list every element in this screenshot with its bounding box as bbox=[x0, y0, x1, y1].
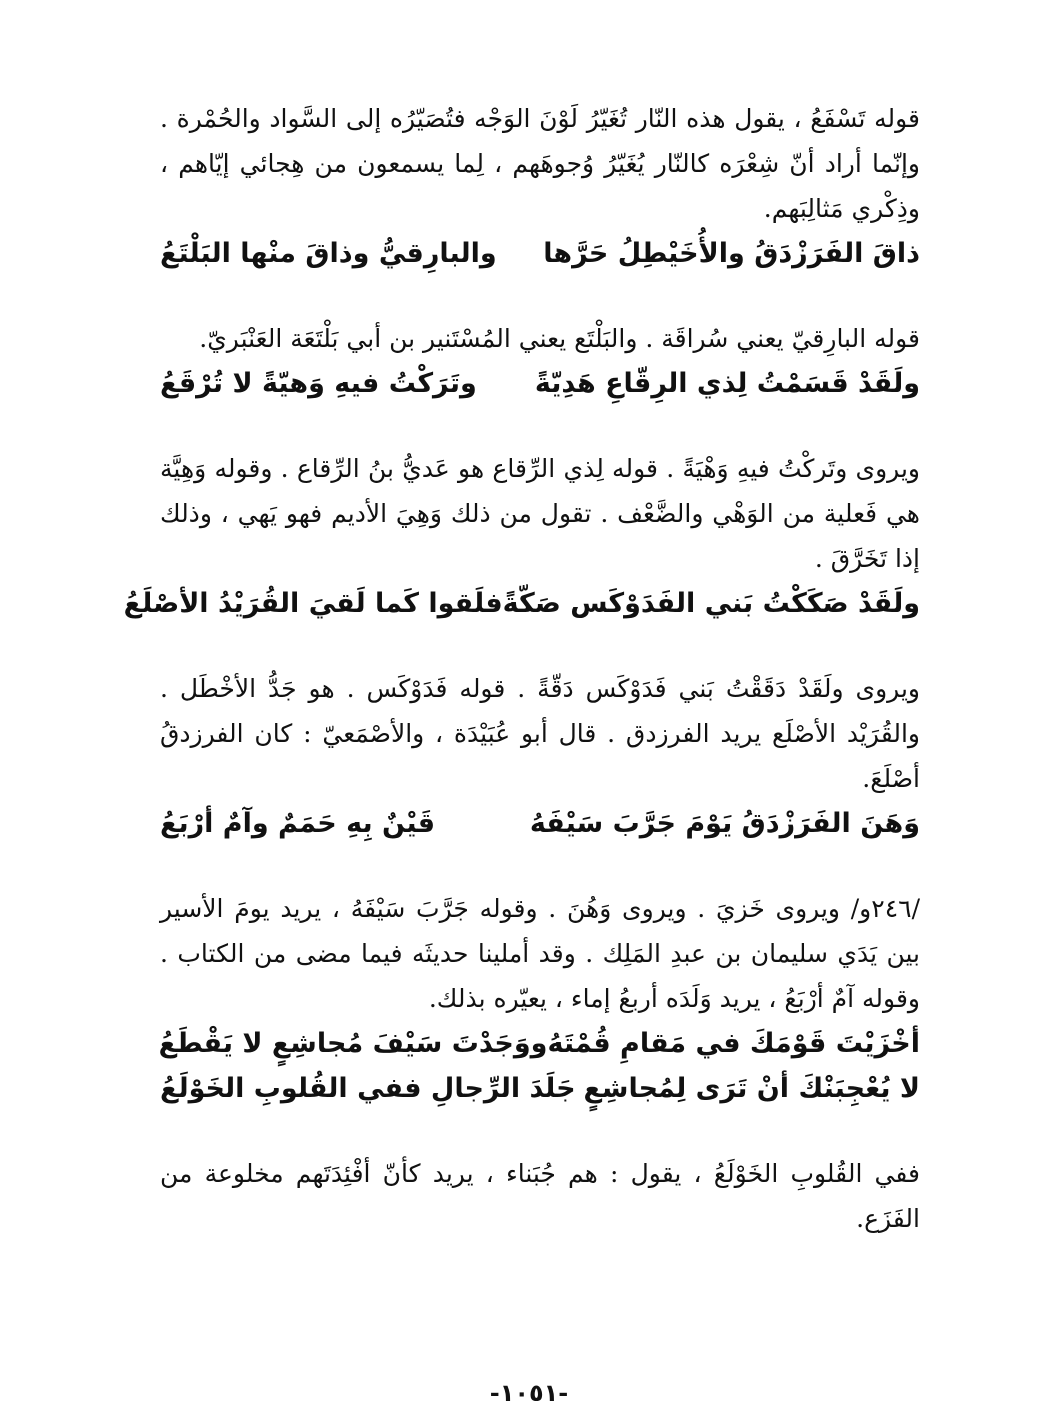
section-gap bbox=[160, 276, 920, 316]
verse-line bbox=[160, 801, 920, 846]
verse-line bbox=[123, 581, 920, 626]
verse-first-hemistich: ولَقَدْ صَكَكْتُ بَني الفَدَوْكَس صَكّةً bbox=[502, 588, 920, 619]
page-body bbox=[123, 96, 920, 1241]
verse-line bbox=[160, 1021, 920, 1066]
verse-line bbox=[160, 361, 920, 406]
verse-first-hemistich: ذاقَ الفَرَزْدَقُ والأُخَيْطِلُ حَرَّها bbox=[543, 238, 920, 269]
page-number: -١٠٥١- bbox=[489, 1378, 569, 1407]
verse-first-hemistich: وَهَنَ الفَرَزْدَقُ يَوْمَ جَرَّبَ سَيْفَهُ bbox=[529, 808, 920, 839]
verse-first-hemistich: لا يُعْجِبَنْكَ أنْ تَرَى لِمُجاشِعٍ bbox=[583, 1073, 920, 1104]
verse-line bbox=[160, 1066, 920, 1111]
verse-first-hemistich: أخْزَيْتَ قَوْمَكَ في مَقامِ قُمْتَهُ bbox=[547, 1028, 920, 1059]
verse-second-hemistich: والبارِقيُّ وذاقَ منْها البَلْتَعُ bbox=[160, 238, 497, 269]
commentary-paragraph: /٢٤٦و/ ويروى خَزيَ . ويروى وَهُنَ . وقوله جَرَّبَ سَيْفَهُ ، يريد يومَ الأسير بين يَدَي سليمان بن عبدِ المَلِك . وقد أملينا حديثَه فيما مضى من الكتاب . وقوله آمٌ أرْبَعُ ، يريد وَلَدَه أربعُ إماء ، يعيّره بذلك. bbox=[160, 894, 920, 1013]
verse-second-hemistich: فلَقوا كَما لَقيَ القُرَيْدُ الأصْلَعُ bbox=[123, 588, 503, 619]
section-gap bbox=[160, 406, 920, 446]
commentary-paragraph: قوله البارِقيّ يعني سُراقَة . والبَلْتَع يعني المُسْتَنير بن أبي بَلْتَعَة العَنْبَريّ. bbox=[199, 324, 920, 353]
verse-second-hemistich: قَيْنٌ بِهِ حَمَمٌ وآمٌ أرْبَعُ bbox=[160, 808, 436, 839]
verse-line bbox=[160, 231, 920, 276]
verse-second-hemistich: ووَجَدْتَ سَيْفَ مُجاشِعٍ لا يَقْطَعُ bbox=[158, 1028, 548, 1059]
verse-first-hemistich: ولَقَدْ قَسَمْتُ لِذي الرِقّاعِ هَدِيّةً bbox=[534, 368, 920, 399]
verse-second-hemistich: جَلَدَ الرِّجالِ ففي القُلوبِ الخَوْلَعُ bbox=[160, 1073, 576, 1104]
section-gap bbox=[160, 626, 920, 666]
section-gap bbox=[160, 1111, 920, 1151]
commentary-paragraph: ويروى وتَركْتُ فيهِ وَهْيَةً . قوله لِذي الرِّقاع هو عَديُّ بنُ الرِّقاع . وقوله وَهِيَّة هي فَعلية من الوَهْي والضَّعْف . تقول من ذلك وَهِيَ الأديم فهو يَهي ، وذلك إذا تَخَرَّقَ . bbox=[160, 454, 920, 573]
section-gap bbox=[160, 846, 920, 886]
commentary-paragraph: ويروى ولَقَدْ دَقَقْتُ بَني فَدَوْكَس دَقّةً . قوله فَدَوْكَس . هو جَدُّ الأخْطَل . والقُرَيْد الأصْلَع يريد الفرزدق . قال أبو عُبَيْدَة ، والأصْمَعيّ : كان الفرزدقُ أصْلَعَ. bbox=[160, 674, 920, 793]
commentary-paragraph: قوله تَسْفَعُ ، يقول هذه النّار تُغَيّرُ لَوْنَ الوَجْه فتُصَيّرُه إلى السَّواد والحُمْرة . وإنّما أراد أنّ شِعْرَه كالنّار يُغَيّرُ وُجوهَهم ، لِما يسمعون من هِجائي إيّاهم ، وذِكْري مَثالِبَهم. bbox=[160, 104, 920, 223]
verse-second-hemistich: وتَرَكْتُ فيهِ وَهيّةً لا تُرْقَعُ bbox=[160, 368, 477, 399]
commentary-paragraph: ففي القُلوبِ الخَوْلَعُ ، يقول : هم جُبَناء ، يريد كأنّ أفْئِدَتَهم مخلوعة من الفَزَع. bbox=[160, 1159, 920, 1233]
